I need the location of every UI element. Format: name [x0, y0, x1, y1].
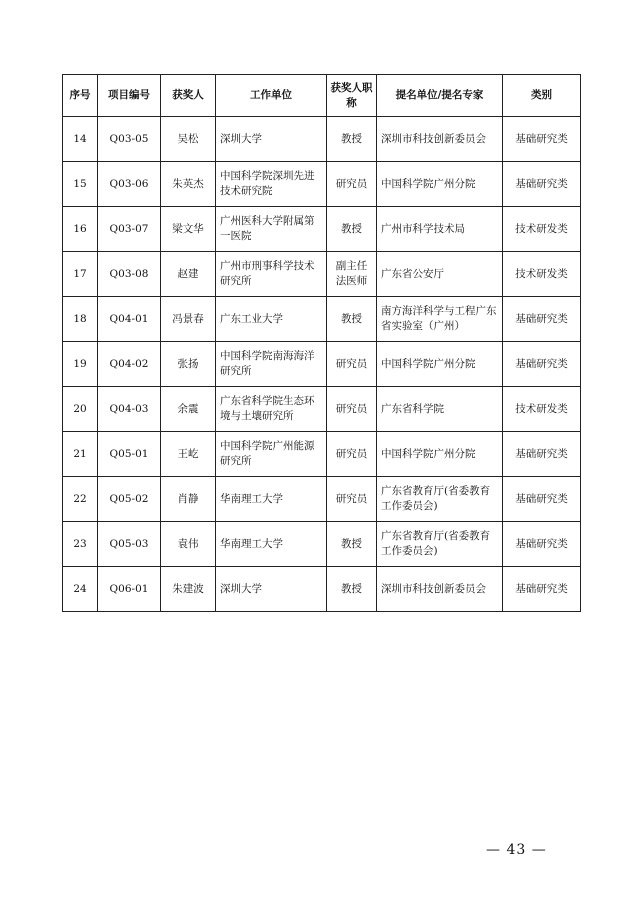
cell-winner: 朱英杰 — [161, 162, 216, 207]
cell-winner: 王屹 — [161, 432, 216, 477]
cell-winner: 张扬 — [161, 342, 216, 387]
cell-category: 基础研究类 — [503, 477, 581, 522]
table-row — [63, 117, 581, 162]
cell-nominator: 广东省公安厅 — [377, 252, 503, 297]
cell-seq: 20 — [63, 387, 98, 432]
table-row — [63, 297, 581, 342]
cell-seq: 24 — [63, 567, 98, 612]
table-row — [63, 522, 581, 567]
cell-project-id: Q06-01 — [98, 567, 161, 612]
table-row — [63, 342, 581, 387]
header-row — [63, 75, 581, 117]
cell-category: 基础研究类 — [503, 162, 581, 207]
header-title: 获奖人职称 — [327, 75, 377, 117]
cell-category: 基础研究类 — [503, 567, 581, 612]
cell-title: 副主任法医师 — [327, 252, 377, 297]
cell-category: 基础研究类 — [503, 117, 581, 162]
cell-seq: 22 — [63, 477, 98, 522]
cell-category: 基础研究类 — [503, 522, 581, 567]
cell-seq: 21 — [63, 432, 98, 477]
cell-title: 教授 — [327, 522, 377, 567]
header-workplace: 工作单位 — [216, 75, 327, 117]
cell-category: 技术研发类 — [503, 387, 581, 432]
cell-winner: 梁文华 — [161, 207, 216, 252]
header-seq: 序号 — [63, 75, 98, 117]
cell-nominator: 深圳市科技创新委员会 — [377, 117, 503, 162]
cell-project-id: Q03-05 — [98, 117, 161, 162]
cell-winner: 吴松 — [161, 117, 216, 162]
cell-seq: 19 — [63, 342, 98, 387]
cell-nominator: 深圳市科技创新委员会 — [377, 567, 503, 612]
cell-workplace: 深圳大学 — [216, 117, 327, 162]
cell-workplace: 中国科学院广州能源研究所 — [216, 432, 327, 477]
cell-seq: 14 — [63, 117, 98, 162]
cell-seq: 18 — [63, 297, 98, 342]
cell-title: 研究员 — [327, 342, 377, 387]
table-row — [63, 252, 581, 297]
awards-table — [62, 74, 581, 612]
cell-project-id: Q05-01 — [98, 432, 161, 477]
cell-seq: 17 — [63, 252, 98, 297]
cell-title: 研究员 — [327, 387, 377, 432]
table-row — [63, 162, 581, 207]
cell-nominator: 广东省教育厅(省委教育工作委员会) — [377, 522, 503, 567]
cell-nominator: 南方海洋科学与工程广东省实验室（广州） — [377, 297, 503, 342]
cell-project-id: Q04-02 — [98, 342, 161, 387]
cell-project-id: Q04-01 — [98, 297, 161, 342]
cell-nominator: 中国科学院广州分院 — [377, 432, 503, 477]
cell-nominator: 中国科学院广州分院 — [377, 342, 503, 387]
cell-title: 教授 — [327, 297, 377, 342]
cell-category: 基础研究类 — [503, 297, 581, 342]
cell-winner: 肖静 — [161, 477, 216, 522]
cell-title: 教授 — [327, 567, 377, 612]
table-row — [63, 567, 581, 612]
cell-title: 研究员 — [327, 432, 377, 477]
cell-seq: 16 — [63, 207, 98, 252]
cell-title: 教授 — [327, 207, 377, 252]
cell-workplace: 中国科学院南海海洋研究所 — [216, 342, 327, 387]
cell-winner: 赵建 — [161, 252, 216, 297]
cell-winner: 朱建波 — [161, 567, 216, 612]
cell-workplace: 广州市刑事科学技术研究所 — [216, 252, 327, 297]
table-row — [63, 432, 581, 477]
cell-category: 基础研究类 — [503, 342, 581, 387]
cell-workplace: 华南理工大学 — [216, 477, 327, 522]
cell-project-id: Q05-03 — [98, 522, 161, 567]
cell-project-id: Q03-06 — [98, 162, 161, 207]
cell-workplace: 深圳大学 — [216, 567, 327, 612]
cell-winner: 余震 — [161, 387, 216, 432]
cell-project-id: Q03-08 — [98, 252, 161, 297]
header-category: 类别 — [503, 75, 581, 117]
header-project-id: 项目编号 — [98, 75, 161, 117]
table-row — [63, 207, 581, 252]
header-winner: 获奖人 — [161, 75, 216, 117]
table-row — [63, 387, 581, 432]
cell-winner: 冯景春 — [161, 297, 216, 342]
cell-workplace: 中国科学院深圳先进技术研究院 — [216, 162, 327, 207]
cell-project-id: Q04-03 — [98, 387, 161, 432]
cell-seq: 15 — [63, 162, 98, 207]
cell-category: 基础研究类 — [503, 432, 581, 477]
table-row — [63, 477, 581, 522]
cell-workplace: 广东省科学院生态环境与土壤研究所 — [216, 387, 327, 432]
cell-nominator: 广东省教育厅(省委教育工作委员会) — [377, 477, 503, 522]
cell-title: 研究员 — [327, 477, 377, 522]
cell-project-id: Q03-07 — [98, 207, 161, 252]
cell-nominator: 广东省科学院 — [377, 387, 503, 432]
cell-nominator: 广州市科学技术局 — [377, 207, 503, 252]
cell-category: 技术研发类 — [503, 252, 581, 297]
cell-winner: 袁伟 — [161, 522, 216, 567]
cell-category: 技术研发类 — [503, 207, 581, 252]
cell-workplace: 华南理工大学 — [216, 522, 327, 567]
cell-project-id: Q05-02 — [98, 477, 161, 522]
cell-nominator: 中国科学院广州分院 — [377, 162, 503, 207]
table-header — [63, 75, 581, 117]
cell-workplace: 广州医科大学附属第一医院 — [216, 207, 327, 252]
table-body — [63, 117, 581, 612]
header-nominator: 提名单位/提名专家 — [377, 75, 503, 117]
cell-seq: 23 — [63, 522, 98, 567]
cell-title: 研究员 — [327, 162, 377, 207]
page-number: — 43 — — [486, 842, 547, 858]
cell-title: 教授 — [327, 117, 377, 162]
cell-workplace: 广东工业大学 — [216, 297, 327, 342]
